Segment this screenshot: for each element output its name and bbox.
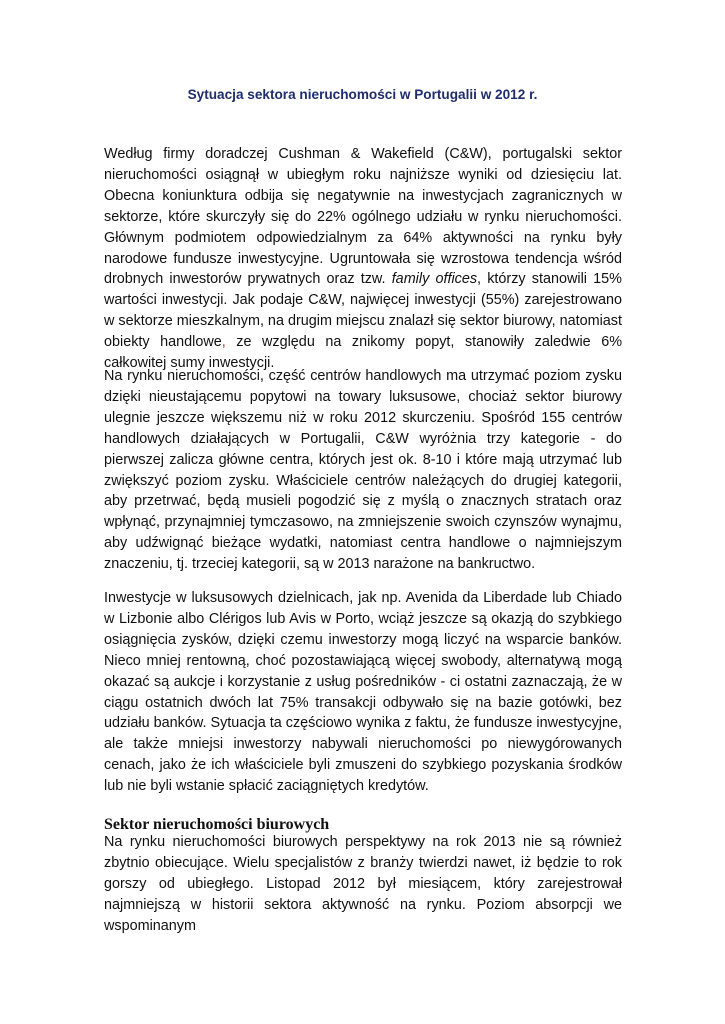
paragraph-3: Inwestycje w luksusowych dzielnicach, jak np. Avenida da Liberdade lub Chiado w Lizbonie albo Clérigos lub Avis w Porto, wciąż jeszcze są okazją do szybkiego osiągnięcia zysków, dzięki czemu inwestorzy mogą liczyć na wsparcie banków. Nieco mniej rentowną, choć pozostawiającą więcej swobody, alternatywą mogą okazać są aukcje i korzystanie z usług pośredników - ci ostatni zaznaczają, że w ciągu ostatnich dwóch lat 75% transakcji odbywało się na bazie gotówki, bez udziału banków. Sytuacja ta częściowo wynika z faktu, że fundusze inwestycyjne, ale także mniejsi inwestorzy nabywali nieruchomości po niewygórowanych cenach, jako że ich właściciele byli zmuszeni do szybkiego pozyskania środków lub nie byli wstanie spłacić zaciągniętych kredytów. bbox=[104, 590, 622, 795]
paragraph-1-text-c: ze względu na znikomy popyt, stanowiły zaledwie 6% całkowitej sumy inwestycji. bbox=[104, 334, 622, 372]
paragraph-1-text-a: Według firmy doradczej Cushman & Wakefield (C&W), portugalski sektor nieruchomości osiągnął w ubiegłym roku najniższe wyniki od dziesięciu lat. Obecna koniunktura odbija się negatywnie na inwestycjach zagranicznych w sektorze, które skurczyły się do 22% ogólnego udziału w rynku nieruchomości. Głównym podmiotem odpowiedzialnym za 64% aktywności na rynku były narodowe fundusze inwestycyjne. Ugruntowała się wzrostowa tendencja wśród drobnych inwestorów prywatnych oraz tzw. bbox=[104, 146, 622, 288]
paragraph-1 bbox=[104, 144, 622, 374]
paragraph-2: Na rynku nieruchomości, część centrów handlowych ma utrzymać poziom zysku dzięki nieustającemu popytowi na towary luksusowe, chociaż sektor biurowy ulegnie jeszcze większemu niż w roku 2012 skurczeniu. Spośród 155 centrów handlowych działających w Portugalii, C&W wyróżnia trzy kategorie - do pierwszej zalicza główne centra, których jest ok. 8-10 i które mają utrzymać lub zwiększyć poziom zysku. Właściciele centrów należących do drugiej kategorii, aby przetrwać, będą musieli pogodzić się z myślą o znacznych stratach oraz wpłynąć, przynajmniej tymczasowo, na zmniejszenie swoich czynszów wynajmu, aby udźwignąć bieżące wydatki, natomiast centra handlowe o najmniejszym znaczeniu, tj. trzeciej kategorii, są w 2013 narażone na bankructwo. bbox=[104, 368, 622, 573]
paragraph-1-italic: family offices bbox=[391, 271, 478, 288]
document-title: Sytuacja sektora nieruchomości w Portugalii w 2012 r. bbox=[187, 87, 538, 102]
paragraph-1-text-b: , którzy stanowili 15% wartości inwestycji. Jak podaje C&W, najwięcej inwestycji (55%) zarejestrowano w sektorze mieszkalnym, na drugim miejscu znalazł się sektor biurowy, natomiast obiekty handlowe bbox=[104, 271, 622, 351]
paragraph-4: Na rynku nieruchomości biurowych perspektywy na rok 2013 nie są również zbytnio obiecujące. Wielu specjalistów z branży twierdzi nawet, iż będzie to rok gorszy od ubiegłego. Listopad 2012 był miesiącem, który zarejestrował najmniejszą w historii sektora aktywność na rynku. Poziom absorpcji we wspominanym bbox=[104, 834, 622, 934]
section-heading: Sektor nieruchomości biurowych bbox=[104, 816, 330, 833]
paragraph-1-red-comma: , bbox=[221, 334, 226, 351]
